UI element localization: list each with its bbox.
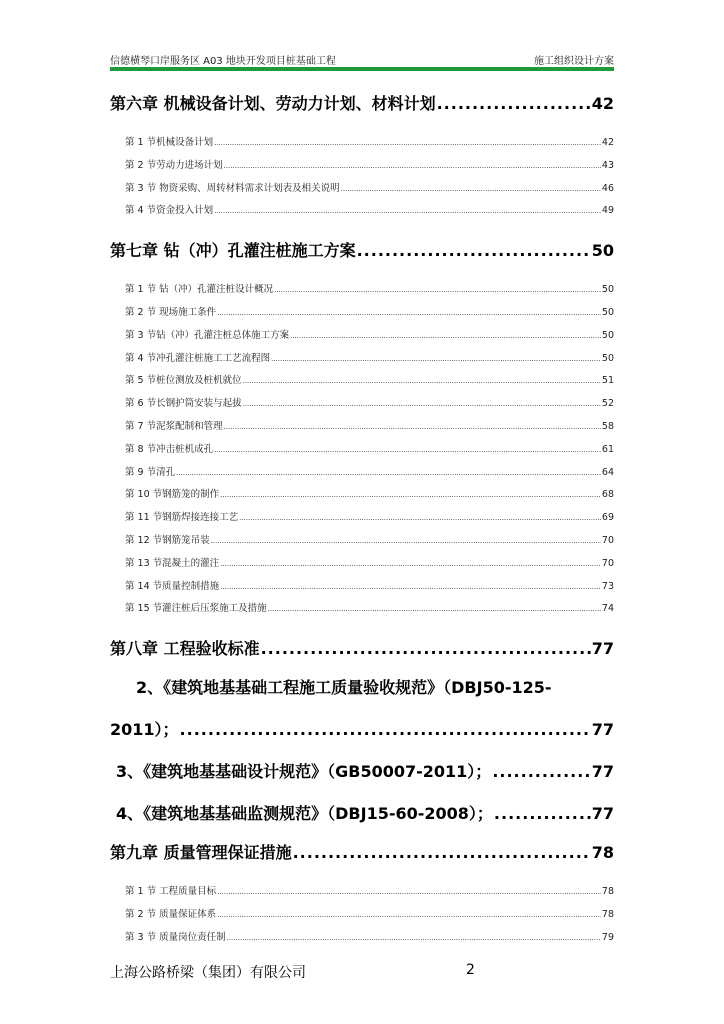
dot-leader bbox=[243, 370, 601, 393]
toc-section[interactable] bbox=[110, 279, 614, 302]
section-title: 第 2 节 质量保证体系 bbox=[125, 908, 217, 920]
toc-section[interactable] bbox=[110, 178, 614, 201]
toc-chapter-7[interactable] bbox=[110, 233, 614, 269]
norm-page-number: 77 bbox=[591, 762, 614, 782]
dot-leader bbox=[214, 439, 601, 462]
section-page-number: 73 bbox=[601, 580, 614, 592]
dot-leader bbox=[214, 132, 601, 155]
norm-page-number: 77 bbox=[591, 804, 614, 824]
section-page-number: 69 bbox=[601, 512, 614, 524]
section-page-number: 61 bbox=[601, 443, 614, 455]
dot-leader bbox=[227, 927, 601, 950]
dot-leader bbox=[437, 86, 591, 122]
section-title: 第 2 节 现场施工条件 bbox=[125, 306, 217, 318]
toc-section[interactable] bbox=[110, 302, 614, 325]
section-page-number: 74 bbox=[601, 603, 614, 615]
section-page-number: 46 bbox=[601, 182, 614, 194]
toc-section[interactable] bbox=[110, 904, 614, 927]
section-title: 第 14 节质量控制措施 bbox=[125, 580, 220, 592]
chapter-title: 第九章 质量管理保证措施 bbox=[110, 843, 292, 863]
dot-leader bbox=[224, 416, 601, 439]
footer-page-number: 2 bbox=[466, 962, 475, 978]
section-title: 第 10 节钢筋笼的制作 bbox=[125, 489, 220, 501]
toc-section[interactable] bbox=[110, 393, 614, 416]
section-title: 第 13 节混凝土的灌注 bbox=[125, 557, 220, 569]
dot-leader bbox=[220, 553, 601, 576]
dot-leader bbox=[261, 631, 591, 667]
section-title: 第 4 节冲孔灌注桩施工工艺流程图 bbox=[125, 352, 271, 364]
chapter-page-number: 78 bbox=[591, 843, 614, 863]
toc-section[interactable] bbox=[110, 927, 614, 950]
section-page-number: 50 bbox=[601, 306, 614, 318]
chapter-title: 第六章 机械设备计划、劳动力计划、材料计划 bbox=[110, 94, 436, 113]
section-page-number: 50 bbox=[601, 329, 614, 341]
table-of-contents bbox=[110, 86, 614, 950]
section-page-number: 58 bbox=[601, 420, 614, 432]
chapter-page-number: 42 bbox=[591, 94, 614, 113]
toc-section[interactable] bbox=[110, 370, 614, 393]
section-title: 第 1 节 工程质量目标 bbox=[125, 886, 217, 898]
chapter-page-number: 50 bbox=[591, 241, 614, 261]
section-page-number: 51 bbox=[601, 375, 614, 387]
toc-norm-4[interactable] bbox=[110, 793, 614, 835]
section-page-number: 50 bbox=[601, 284, 614, 296]
toc-section[interactable] bbox=[110, 576, 614, 599]
toc-chapter-6[interactable] bbox=[110, 86, 614, 122]
section-page-number: 43 bbox=[601, 159, 614, 171]
toc-section[interactable] bbox=[110, 598, 614, 621]
dot-leader bbox=[274, 279, 601, 302]
section-title: 第 3 节 质量岗位责任制 bbox=[125, 931, 226, 943]
section-title: 第 4 节资金投入计划 bbox=[125, 205, 214, 217]
section-title: 第 9 节清孔 bbox=[125, 466, 176, 478]
dot-leader bbox=[492, 751, 590, 793]
toc-chapter-9[interactable] bbox=[110, 835, 614, 871]
dot-leader bbox=[214, 200, 601, 223]
dot-leader bbox=[176, 462, 601, 485]
toc-section[interactable] bbox=[110, 881, 614, 904]
toc-section[interactable] bbox=[110, 132, 614, 155]
toc-norm-2-line-1[interactable] bbox=[110, 667, 614, 709]
dot-leader bbox=[357, 233, 591, 269]
dot-leader bbox=[217, 904, 601, 927]
toc-norm-3[interactable] bbox=[110, 751, 614, 793]
header-project-title: 信德横琴口岸服务区 A03 地块开发项目桩基础工程 bbox=[110, 56, 336, 67]
page-footer bbox=[110, 962, 614, 980]
toc-section[interactable] bbox=[110, 348, 614, 371]
chapter-title: 第八章 工程验收标准 bbox=[110, 639, 260, 659]
section-title: 第 3 节钻（冲）孔灌注桩总体施工方案 bbox=[125, 329, 290, 341]
footer-company-name: 上海公路桥梁（集团）有限公司 bbox=[110, 965, 306, 981]
toc-section[interactable] bbox=[110, 325, 614, 348]
dot-leader bbox=[211, 530, 601, 553]
toc-norm-2-line-2[interactable] bbox=[110, 709, 614, 751]
toc-section[interactable] bbox=[110, 553, 614, 576]
section-page-number: 70 bbox=[601, 534, 614, 546]
section-title: 第 15 节灌注桩后压浆施工及措施 bbox=[125, 603, 267, 615]
section-page-number: 64 bbox=[601, 466, 614, 478]
header-document-type: 施工组织设计方案 bbox=[534, 56, 614, 67]
toc-section[interactable] bbox=[110, 200, 614, 223]
dot-leader bbox=[290, 325, 601, 348]
dot-leader bbox=[224, 155, 601, 178]
section-title: 第 7 节泥浆配制和管理 bbox=[125, 420, 223, 432]
chapter-page-number: 77 bbox=[591, 639, 614, 659]
section-title: 第 12 节钢筋笼吊装 bbox=[125, 534, 210, 546]
norm-title: 4、《建筑地基基础监测规范》（DBJ15-60-2008）； bbox=[116, 804, 493, 824]
section-page-number: 68 bbox=[601, 489, 614, 501]
section-title: 第 11 节钢筋焊接连接工艺 bbox=[125, 512, 239, 524]
dot-leader bbox=[217, 302, 601, 325]
section-title: 第 8 节冲击桩机成孔 bbox=[125, 443, 214, 455]
dot-leader bbox=[220, 576, 601, 599]
toc-chapter-8[interactable] bbox=[110, 631, 614, 667]
dot-leader bbox=[239, 507, 601, 530]
toc-section[interactable] bbox=[110, 484, 614, 507]
toc-section[interactable] bbox=[110, 439, 614, 462]
dot-leader bbox=[220, 484, 601, 507]
chapter-title: 第七章 钻（冲）孔灌注桩施工方案 bbox=[110, 241, 356, 261]
section-page-number: 49 bbox=[601, 205, 614, 217]
toc-section[interactable] bbox=[110, 507, 614, 530]
dot-leader bbox=[494, 793, 591, 835]
section-page-number: 52 bbox=[601, 398, 614, 410]
section-title: 第 2 节劳动力进场计划 bbox=[125, 159, 223, 171]
dot-leader bbox=[180, 709, 591, 751]
page-header bbox=[110, 52, 614, 66]
toc-section[interactable] bbox=[110, 462, 614, 485]
section-page-number: 78 bbox=[601, 908, 614, 920]
dot-leader bbox=[271, 348, 601, 371]
section-title: 第 6 节长钢护筒安装与起拔 bbox=[125, 398, 242, 410]
norm-title: 2、《建筑地基基础工程施工质量验收规范》（DBJ50-125- bbox=[136, 678, 552, 698]
toc-section[interactable] bbox=[110, 155, 614, 178]
dot-leader bbox=[268, 598, 601, 621]
norm-page-number: 77 bbox=[591, 720, 614, 740]
section-page-number: 79 bbox=[601, 931, 614, 943]
toc-section[interactable] bbox=[110, 416, 614, 439]
section-page-number: 78 bbox=[601, 886, 614, 898]
section-title: 第 5 节桩位测放及桩机就位 bbox=[125, 375, 242, 387]
norm-title: 2011）； bbox=[110, 720, 179, 740]
section-title: 第 1 节机械设备计划 bbox=[125, 137, 214, 148]
section-page-number: 42 bbox=[601, 137, 614, 148]
norm-title: 3、《建筑地基基础设计规范》（GB50007-2011）； bbox=[116, 762, 492, 782]
dot-leader bbox=[341, 178, 601, 201]
header-divider bbox=[110, 67, 614, 71]
dot-leader bbox=[293, 835, 591, 871]
section-page-number: 50 bbox=[601, 352, 614, 364]
section-title: 第 3 节 物资采购、周转材料需求计划表及相关说明 bbox=[125, 182, 340, 194]
toc-section[interactable] bbox=[110, 530, 614, 553]
section-page-number: 70 bbox=[601, 557, 614, 569]
section-title: 第 1 节 钻（冲）孔灌注桩设计概况 bbox=[125, 284, 274, 296]
dot-leader bbox=[243, 393, 601, 416]
dot-leader bbox=[217, 881, 601, 904]
